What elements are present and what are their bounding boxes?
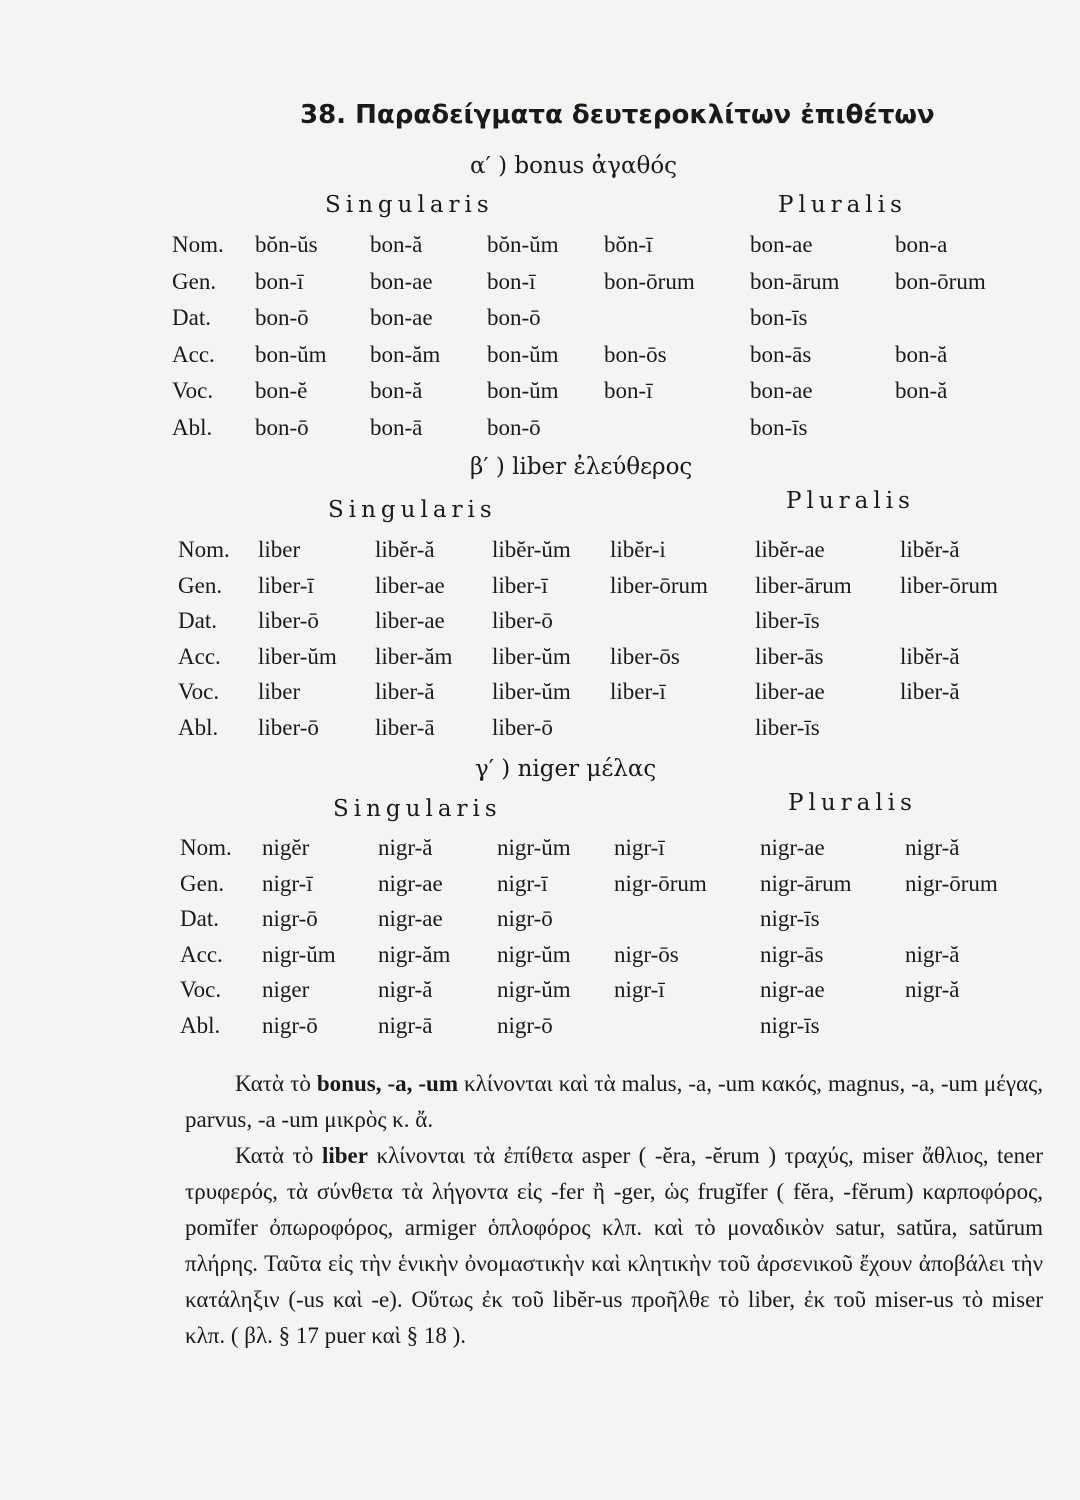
table-cell: liber-ī: [258, 572, 314, 598]
case-label: Gen.: [180, 870, 225, 896]
paragraph-text: κλίνονται καὶ τὰ malus, -a, -um κακός, magnus, -a, -um μέγας, parvus, -a -um μικρὸς κ. ἄ.: [185, 1071, 1043, 1132]
table-row: [0, 1013, 1080, 1049]
table-row: [0, 573, 1080, 609]
table-cell: liber-ōrum: [900, 572, 998, 598]
table-cell: bon-ī: [487, 268, 536, 294]
table-cell: bon-ă: [895, 341, 948, 367]
case-label: Nom.: [172, 232, 224, 257]
table-cell: libĕr-i: [610, 537, 666, 562]
table-cell: liber-īs: [755, 714, 820, 740]
table-row: [0, 537, 1080, 573]
singular-label: Singularis: [325, 192, 494, 218]
table-row: [0, 977, 1080, 1013]
table-cell: libĕr-ă: [375, 537, 435, 562]
table-cell: bon-ōrum: [895, 268, 986, 294]
table-cell: liber: [258, 679, 301, 704]
table-cell: bon-ăm: [370, 341, 441, 367]
table-cell: bon-ă: [895, 378, 948, 403]
table-cell: nigr-ă: [378, 977, 433, 1002]
table-cell: nigr-īs: [760, 1012, 820, 1038]
table-cell: liber-ō: [258, 608, 319, 633]
singular-label: Singularis: [328, 497, 497, 523]
table-cell: liber-ae: [375, 608, 445, 633]
table-row: [0, 378, 1080, 414]
table-cell: liber-ō: [492, 608, 553, 633]
table-row: [0, 232, 1080, 268]
case-label: Nom.: [180, 835, 232, 860]
table-cell: liber: [258, 537, 301, 562]
table-cell: liber-ōrum: [610, 572, 708, 598]
table-cell: nigr-ī: [614, 977, 665, 1002]
table-cell: nigr-ī: [614, 835, 665, 860]
table-cell: nigĕr: [262, 835, 310, 860]
table-cell: bon-ă: [370, 378, 423, 403]
table-row: [0, 608, 1080, 644]
table-row: [0, 942, 1080, 978]
table-cell: liber-ārum: [755, 572, 852, 598]
table-cell: liber-ăm: [375, 643, 453, 669]
section-heading: β′ ) liber ἐλεύθερος: [470, 454, 693, 480]
table-cell: nigr-ă: [905, 835, 960, 860]
table-cell: nigr-ōrum: [905, 870, 998, 896]
table-cell: niger: [262, 977, 310, 1002]
table-row: [0, 415, 1080, 451]
table-cell: bon-ō: [487, 414, 541, 440]
table-cell: liber-ī: [492, 572, 548, 598]
paragraph-text: Κατὰ τὸ: [235, 1143, 322, 1168]
table-cell: nigr-ŭm: [497, 977, 571, 1002]
case-label: Dat.: [180, 906, 219, 931]
case-label: Voc.: [180, 977, 222, 1002]
table-row: [0, 305, 1080, 341]
table-cell: liber-ae: [375, 572, 445, 598]
case-label: Nom.: [178, 537, 230, 562]
table-row: [0, 715, 1080, 751]
table-cell: bon-ō: [255, 305, 309, 330]
table-cell: liber-ās: [755, 643, 824, 669]
table-cell: liber-ŭm: [258, 643, 337, 669]
table-row: [0, 679, 1080, 715]
table-cell: bon-ī: [604, 378, 653, 403]
table-cell: liber-ī: [610, 679, 666, 704]
table-cell: libĕr-ŭm: [492, 537, 571, 562]
paragraph: [185, 1138, 1043, 1354]
table-cell: libĕr-ă: [900, 643, 960, 669]
plural-label: Pluralis: [788, 790, 917, 816]
plural-label: Pluralis: [778, 192, 907, 218]
table-cell: liber-ō: [258, 714, 319, 740]
table-cell: bon-īs: [750, 414, 808, 440]
table-cell: bon-ae: [750, 232, 813, 257]
table-cell: nigr-ī: [497, 870, 548, 896]
table-cell: nigr-ae: [760, 835, 825, 860]
table-cell: nigr-ō: [262, 906, 318, 931]
table-cell: bon-ŭm: [487, 378, 559, 403]
page-title: 38. Παραδείγματα δευτεροκλίτων ἐπιθέτων: [300, 100, 935, 130]
table-cell: bon-ōrum: [604, 268, 695, 294]
table-cell: liber-ŭm: [492, 679, 571, 704]
table-cell: liber-ă: [375, 679, 435, 704]
case-label: Abl.: [178, 714, 219, 740]
table-cell: nigr-ae: [760, 977, 825, 1002]
table-cell: bon-ās: [750, 341, 812, 367]
table-cell: bon-ŭm: [487, 341, 559, 367]
case-label: Acc.: [178, 643, 221, 669]
table-cell: bon-ī: [255, 268, 304, 294]
table-cell: liber-īs: [755, 608, 820, 633]
paragraph: [185, 1066, 1043, 1138]
table-cell: bon-īs: [750, 305, 808, 330]
table-cell: liber-ae: [755, 679, 825, 704]
table-cell: nigr-ō: [497, 1012, 553, 1038]
table-cell: liber-ōs: [610, 643, 680, 669]
table-cell: nigr-ă: [905, 977, 960, 1002]
table-cell: bon-ō: [487, 305, 541, 330]
table-cell: libĕr-ă: [900, 537, 960, 562]
section-heading: γ′ ) niger μέλας: [475, 756, 657, 782]
table-cell: bŏn-ī: [604, 232, 653, 257]
table-cell: bon-ĕ: [255, 378, 308, 403]
table-cell: bon-ae: [370, 305, 433, 330]
case-label: Abl.: [172, 414, 213, 440]
table-cell: nigr-ae: [378, 906, 443, 931]
case-label: Gen.: [178, 572, 223, 598]
table-cell: nigr-ŭm: [497, 835, 571, 860]
table-cell: nigr-ăm: [378, 941, 451, 967]
table-cell: nigr-ŭm: [262, 941, 336, 967]
table-cell: nigr-ī: [262, 870, 313, 896]
table-cell: bon-ō: [255, 414, 309, 440]
table-cell: nigr-īs: [760, 906, 820, 931]
table-row: [0, 871, 1080, 907]
table-cell: bon-ā: [370, 414, 423, 440]
case-label: Acc.: [172, 341, 215, 367]
table-cell: nigr-ă: [378, 835, 433, 860]
table-cell: bon-ōs: [604, 341, 667, 367]
case-label: Voc.: [178, 679, 220, 704]
table-cell: nigr-ŭm: [497, 941, 571, 967]
bold-term: liber: [321, 1143, 368, 1168]
table-cell: bon-ae: [370, 268, 433, 294]
table-row: [0, 269, 1080, 305]
table-row: [0, 342, 1080, 378]
table-cell: nigr-ārum: [760, 870, 852, 896]
table-cell: nigr-ōrum: [614, 870, 707, 896]
case-label: Voc.: [172, 378, 214, 403]
table-cell: nigr-ă: [905, 941, 960, 967]
table-cell: nigr-ō: [497, 906, 553, 931]
table-row: [0, 644, 1080, 680]
table-cell: nigr-ā: [378, 1012, 433, 1038]
case-label: Dat.: [178, 608, 217, 633]
table-cell: nigr-ō: [262, 1012, 318, 1038]
table-row: [0, 906, 1080, 942]
table-cell: bon-ārum: [750, 268, 840, 294]
table-cell: bŏn-ŭs: [255, 232, 318, 257]
table-cell: bon-ŭm: [255, 341, 327, 367]
case-label: Acc.: [180, 941, 223, 967]
paragraph-text: κλίνονται τὰ ἐπίθετα asper ( -ĕra, -ĕrum ) τραχύς, miser ἄθλιος, tener τρυφερός, τὰ σύνθετα τὰ λήγοντα εἰς -fer ἢ -ger, ὡς frugĭfer ( fĕra, -fĕrum) καρποφόρος, pomĭfer ὀπωροφόρος, armiger ὁπλοφόρος κλπ. καὶ τὸ μοναδικὸν satur, satŭra, satŭrum πλήρης. Ταῦτα εἰς τὴν ἑνικὴν ὀνομαστικὴν καὶ κλητικὴν τοῦ ἀρσενικοῦ ἔχουν ἀποβάλει τὴν κατάληξιν (-us καὶ -e). Οὕτως ἐκ τοῦ libĕr-us προῆλθε τὸ liber, ἐκ τοῦ miser-us τὸ miser κλπ. ( βλ. § 17 puer καὶ § 18 ).: [185, 1143, 1044, 1348]
table-cell: nigr-ae: [378, 870, 443, 896]
plural-label: Pluralis: [786, 488, 915, 514]
bold-term: bonus, -a, -um: [316, 1071, 458, 1096]
table-cell: bŏn-ŭm: [487, 232, 559, 257]
table-cell: bon-ae: [750, 378, 813, 403]
singular-label: Singularis: [333, 796, 502, 822]
table-cell: liber-ă: [900, 679, 960, 704]
case-label: Abl.: [180, 1012, 221, 1038]
paragraph-text: Κατὰ τὸ: [235, 1071, 317, 1096]
table-cell: nigr-ās: [760, 941, 824, 967]
section-heading: α′ ) bonus ἀγαθός: [470, 153, 678, 179]
table-row: [0, 835, 1080, 871]
case-label: Dat.: [172, 305, 211, 330]
table-cell: libĕr-ae: [755, 537, 825, 562]
case-label: Gen.: [172, 268, 217, 294]
table-cell: liber-ŭm: [492, 643, 571, 669]
table-cell: bon-a: [895, 232, 948, 257]
table-cell: liber-ō: [492, 714, 553, 740]
table-cell: bon-ă: [370, 232, 423, 257]
table-cell: liber-ā: [375, 714, 435, 740]
table-cell: nigr-ōs: [614, 941, 679, 967]
